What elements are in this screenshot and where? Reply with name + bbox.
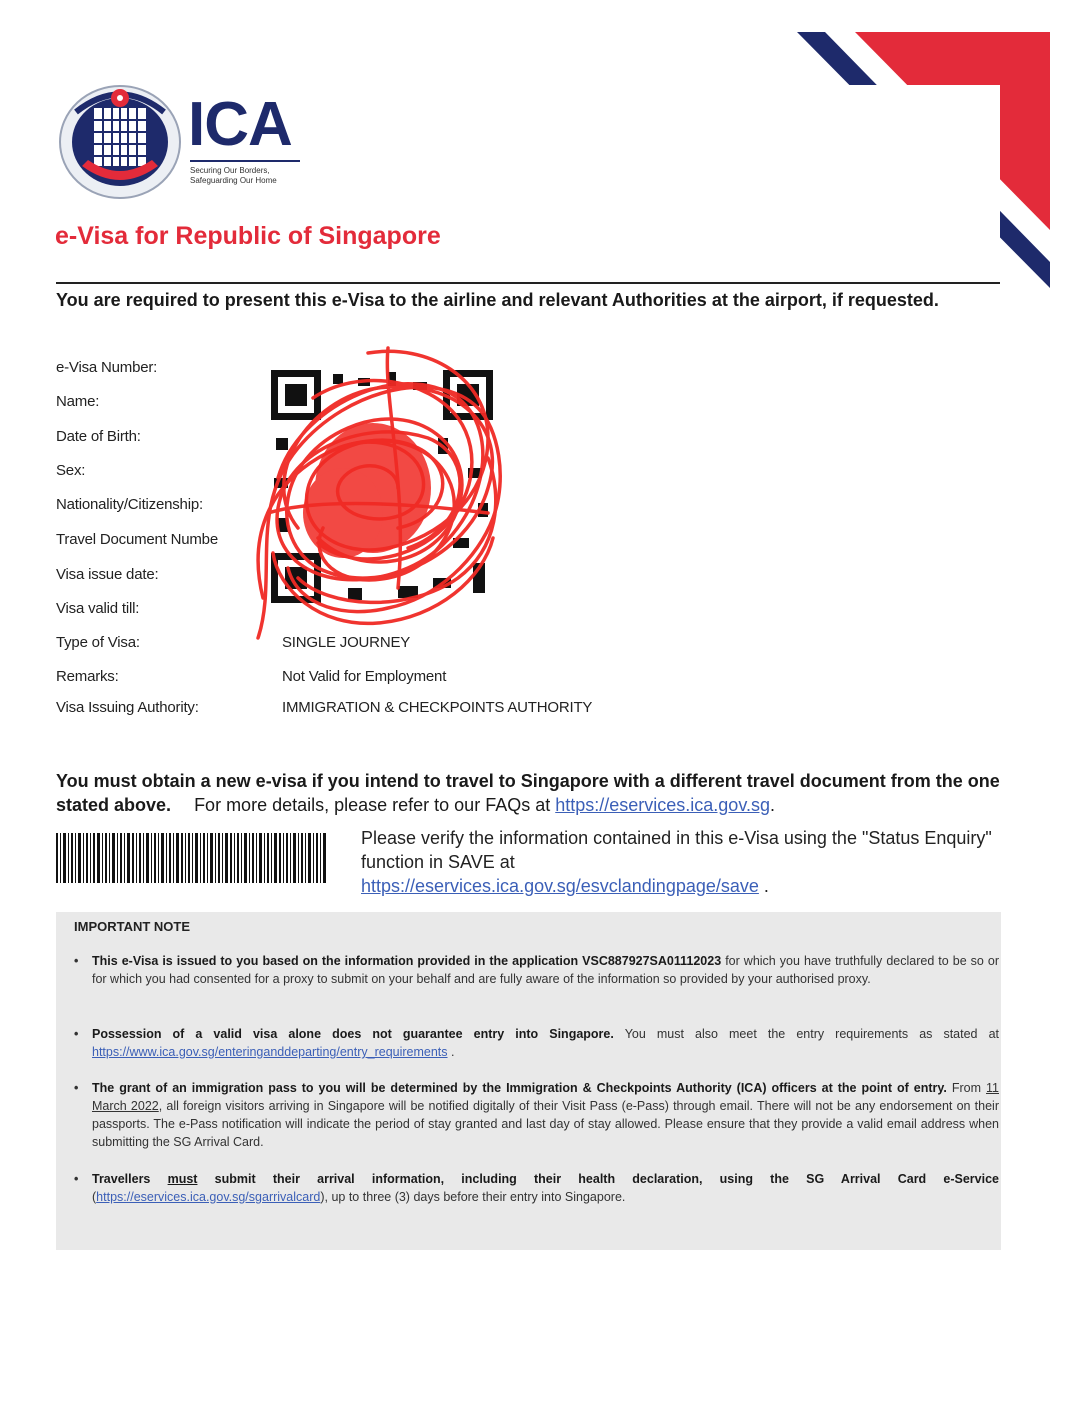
note-bullet-2-text bbox=[92, 1025, 999, 1061]
note-bullet-4-bold-post: submit their arrival information, including their health declaration, using the SG Arrival Card e-Service bbox=[214, 1172, 999, 1186]
field-label-travel-document: Travel Document Numbe bbox=[56, 531, 218, 548]
field-label-date-of-birth: Date of Birth: bbox=[56, 428, 141, 445]
note-bullet-3-text bbox=[92, 1079, 999, 1151]
note-bullet-2 bbox=[74, 1025, 999, 1061]
new-visa-bold-text: You must obtain a new e-visa if you intend to travel to Singapore with a different travel document from the one stated above. bbox=[56, 771, 1000, 815]
field-value-remarks: Not Valid for Employment bbox=[282, 668, 447, 685]
verify-end: . bbox=[763, 876, 769, 896]
bullet-dot: • bbox=[74, 954, 79, 968]
present-visa-notice: You are required to present this e-Visa to the airline and relevant Authorities at the airport, if requested. bbox=[56, 290, 939, 310]
save-link[interactable]: https://eservices.ica.gov.sg/esvclandingpage/save bbox=[361, 876, 759, 896]
new-visa-paragraph bbox=[56, 769, 1001, 817]
note-bullet-4 bbox=[74, 1170, 999, 1206]
note-bullet-3 bbox=[74, 1079, 999, 1151]
ica-logo-text: ICA bbox=[188, 90, 292, 159]
note-bullet-2-end: . bbox=[451, 1045, 455, 1059]
verify-text: Please verify the information contained in this e-Visa using the "Status Enquiry" function in SAVE at bbox=[361, 828, 992, 872]
field-label-issuing-authority: Visa Issuing Authority: bbox=[56, 699, 199, 716]
field-label-type-of-visa: Type of Visa: bbox=[56, 634, 140, 651]
important-note-title: IMPORTANT NOTE bbox=[74, 919, 191, 934]
note-bullet-1-text bbox=[92, 952, 999, 988]
bullet-dot: • bbox=[74, 1027, 79, 1041]
corner-ribbon-decoration bbox=[795, 30, 1055, 295]
new-visa-end: . bbox=[770, 795, 776, 815]
field-label-visa-valid-till: Visa valid till: bbox=[56, 600, 140, 617]
logo-tagline-line-2: Safeguarding Our Home bbox=[190, 176, 277, 185]
note-bullet-2-bold: Possession of a valid visa alone does not guarantee entry into Singapore. bbox=[92, 1027, 614, 1041]
field-label-sex: Sex: bbox=[56, 462, 86, 479]
note-bullet-1-rest: for which you have truthfully declared to be so or for which you had consented for a proxy to submit on your behalf and are fully aware of the information so provided by your authorised proxy. bbox=[92, 954, 999, 986]
entry-requirements-link[interactable]: https://www.ica.gov.sg/enteringanddeparting/entry_requirements bbox=[92, 1045, 448, 1059]
note-bullet-1 bbox=[74, 952, 999, 988]
field-label-visa-issue-date: Visa issue date: bbox=[56, 566, 159, 583]
logo-divider bbox=[190, 160, 300, 162]
note-bullet-4-text bbox=[92, 1170, 999, 1206]
note-bullet-4-open: ( bbox=[92, 1190, 97, 1204]
bullet-dot: • bbox=[74, 1172, 79, 1186]
logo-tagline-line-1: Securing Our Borders, bbox=[190, 166, 270, 175]
verify-paragraph bbox=[361, 826, 996, 898]
title-divider bbox=[56, 282, 1000, 284]
logo-tagline bbox=[190, 166, 310, 186]
note-bullet-2-rest: You must also meet the entry requirements as stated at bbox=[624, 1027, 1000, 1041]
note-bullet-4-rest: ), up to three (3) days before their entry into Singapore. bbox=[320, 1190, 626, 1204]
note-bullet-1-bold: This e-Visa is issued to you based on the information provided in the application bbox=[92, 954, 579, 968]
faq-link[interactable]: https://eservices.ica.gov.sg bbox=[555, 795, 770, 815]
field-value-issuing-authority: IMMIGRATION & CHECKPOINTS AUTHORITY bbox=[282, 699, 593, 716]
field-value-type-of-visa: SINGLE JOURNEY bbox=[282, 634, 411, 651]
barcode bbox=[56, 833, 328, 883]
epass-start-date: 11 March 2022 bbox=[92, 1081, 999, 1113]
note-bullet-3-bold: The grant of an immigration pass to you will be determined by the Immigration & Checkpoints Authority (ICA) officers at the point of entry. bbox=[92, 1081, 947, 1095]
sg-arrival-card-link[interactable]: https://eservices.ica.gov.sg/sgarrivalcard bbox=[96, 1190, 321, 1204]
note-bullet-4-bold-pre: Travellers bbox=[92, 1172, 151, 1186]
field-label-name: Name: bbox=[56, 393, 100, 410]
document-title: e-Visa for Republic of Singapore bbox=[55, 222, 441, 250]
note-bullet-4-must: must bbox=[167, 1172, 198, 1186]
note-bullet-3-rest: , all foreign visitors arriving in Singapore will be notified digitally of their Visit Pass (e-Pass) through email. There will not be any endorsement on their passports. The e-Pass notification will indicate the period of stay granted and last day of stay allowed. Please ensure that they provide a valid email address when submitting the SG Arrival Card. bbox=[92, 1099, 999, 1149]
field-label-remarks: Remarks: bbox=[56, 668, 119, 685]
new-visa-faq-text: For more details, please refer to our FAQs at bbox=[194, 795, 551, 815]
redacted-qr-code bbox=[238, 338, 513, 670]
bullet-dot: • bbox=[74, 1081, 79, 1095]
ica-crest-icon bbox=[56, 82, 184, 202]
application-number: VSC887927SA01112023 bbox=[582, 954, 722, 968]
note-bullet-3-pre: From bbox=[951, 1081, 982, 1095]
field-label-nationality: Nationality/Citizenship: bbox=[56, 496, 203, 513]
field-label-evisa-number: e-Visa Number: bbox=[56, 359, 158, 376]
